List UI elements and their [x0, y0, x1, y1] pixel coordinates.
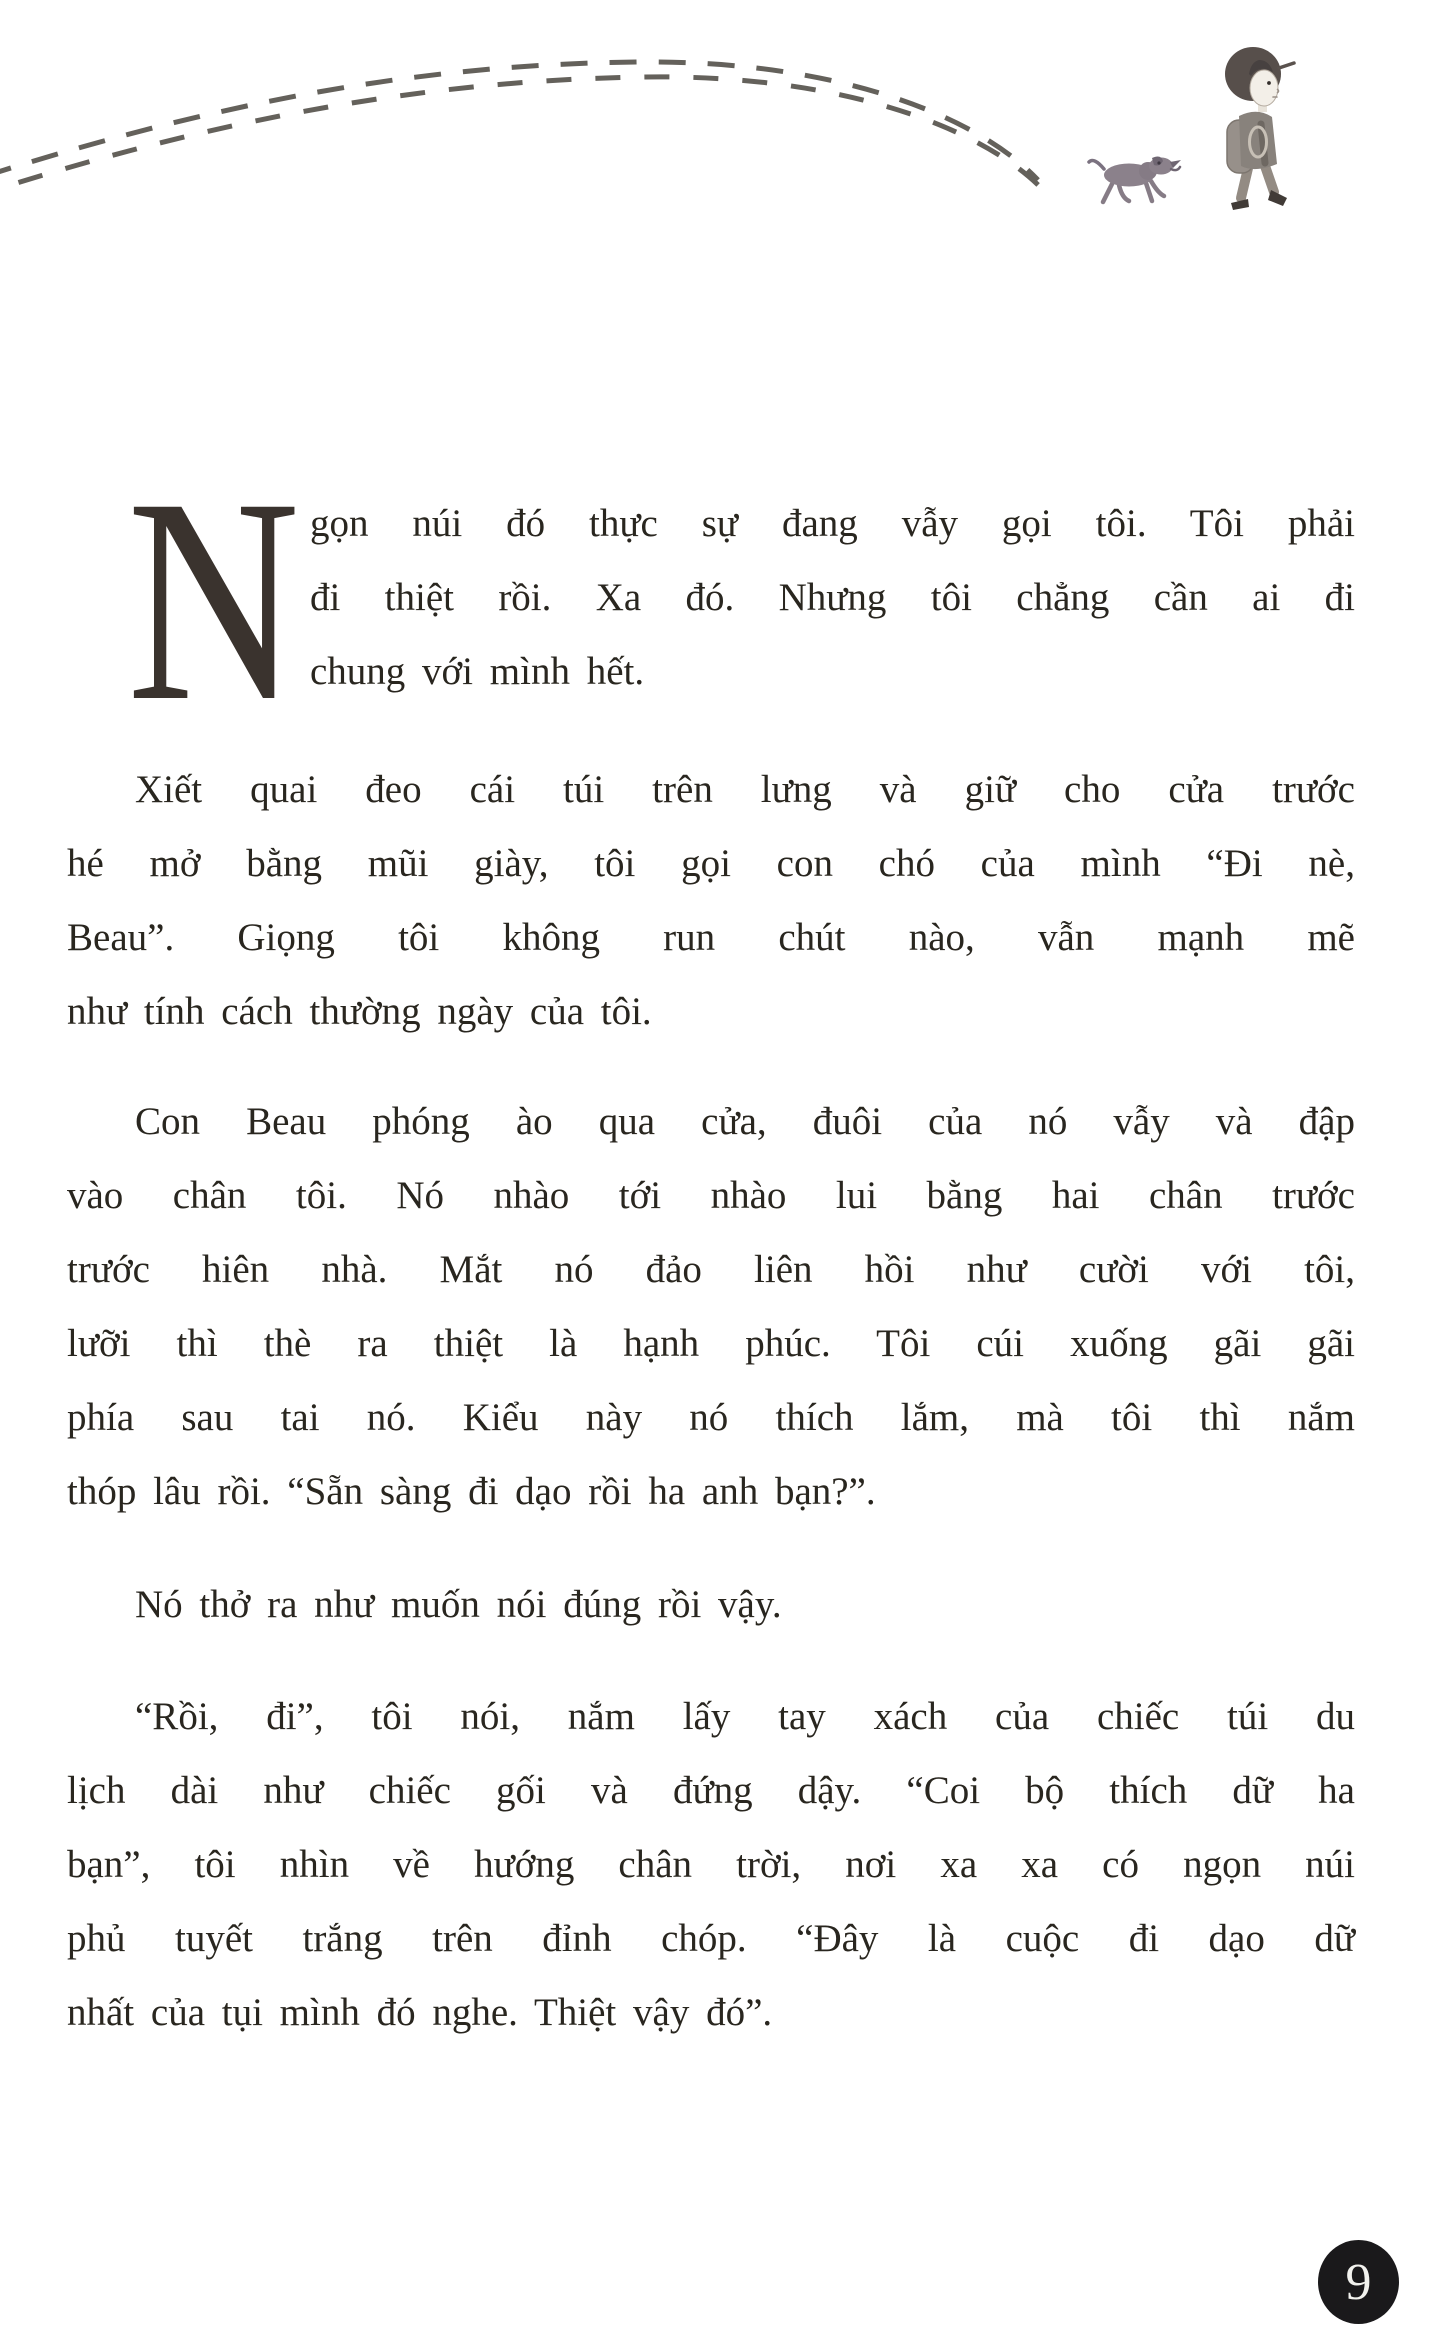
text-line: bạn”, tôi nhìn về hướng chân trời, nơi xa xa có ngọn núi — [67, 1843, 1355, 1886]
text-line: Xiết quai đeo cái túi trên lưng và giữ cho cửa trước — [135, 768, 1355, 811]
boy-walking-dog-illustration — [0, 0, 1444, 250]
body-text — [67, 439, 1355, 2050]
text-line: Nó thở ra như muốn nói đúng rồi vậy. — [135, 1583, 782, 1626]
paragraph — [67, 1568, 1355, 1642]
text-line: đi thiệt rồi. Xa đó. Nhưng tôi chẳng cần ai đi — [310, 576, 1355, 619]
dashed-trail-icon — [0, 62, 1046, 193]
boy-icon — [1225, 47, 1294, 210]
text-line: Beau”. Giọng tôi không run chút nào, vẫn mạnh mẽ — [67, 916, 1355, 959]
text-line: nhất của tụi mình đó nghe. Thiệt vậy đó”. — [67, 1991, 773, 2034]
text-line: lưỡi thì thè ra thiệt là hạnh phúc. Tôi cúi xuống gãi gãi — [67, 1322, 1355, 1365]
text-line: như tính cách thường ngày của tôi. — [67, 990, 652, 1033]
page-number-badge — [1318, 2240, 1399, 2324]
text-line: gọn núi đó thực sự đang vẫy gọi tôi. Tôi phải — [310, 502, 1355, 545]
text-line: chung với mình hết. — [310, 650, 645, 693]
dropcap-column — [67, 439, 310, 762]
paragraph — [67, 439, 1355, 762]
dog-icon — [1089, 157, 1181, 202]
paragraph — [67, 1680, 1355, 2050]
text-line: trước hiên nhà. Mắt nó đảo liên hồi như cười với tôi, — [67, 1248, 1355, 1291]
text-line: Con Beau phóng ào qua cửa, đuôi của nó vẫy và đập — [135, 1100, 1355, 1143]
drop-cap: N — [127, 439, 300, 762]
paragraph — [67, 1085, 1355, 1529]
paragraph — [67, 753, 1355, 1049]
text-line: vào chân tôi. Nó nhào tới nhào lui bằng hai chân trước — [67, 1174, 1355, 1217]
text-line: hé mở bằng mũi giày, tôi gọi con chó của mình “Đi nè, — [67, 842, 1355, 885]
text-line: “Rồi, đi”, tôi nói, nắm lấy tay xách của chiếc túi du — [135, 1695, 1355, 1738]
text-line: phía sau tai nó. Kiểu này nó thích lắm, mà tôi thì nắm — [67, 1396, 1355, 1439]
text-line: phủ tuyết trắng trên đỉnh chóp. “Đây là cuộc đi dạo dữ — [67, 1917, 1355, 1960]
page-number: 9 — [1345, 2253, 1372, 2311]
text-line: lịch dài như chiếc gối và đứng dậy. “Coi bộ thích dữ ha — [67, 1769, 1355, 1812]
text-line: thóp lâu rồi. “Sẵn sàng đi dạo rồi ha anh bạn?”. — [67, 1470, 876, 1513]
paragraph-lines — [310, 487, 1355, 709]
